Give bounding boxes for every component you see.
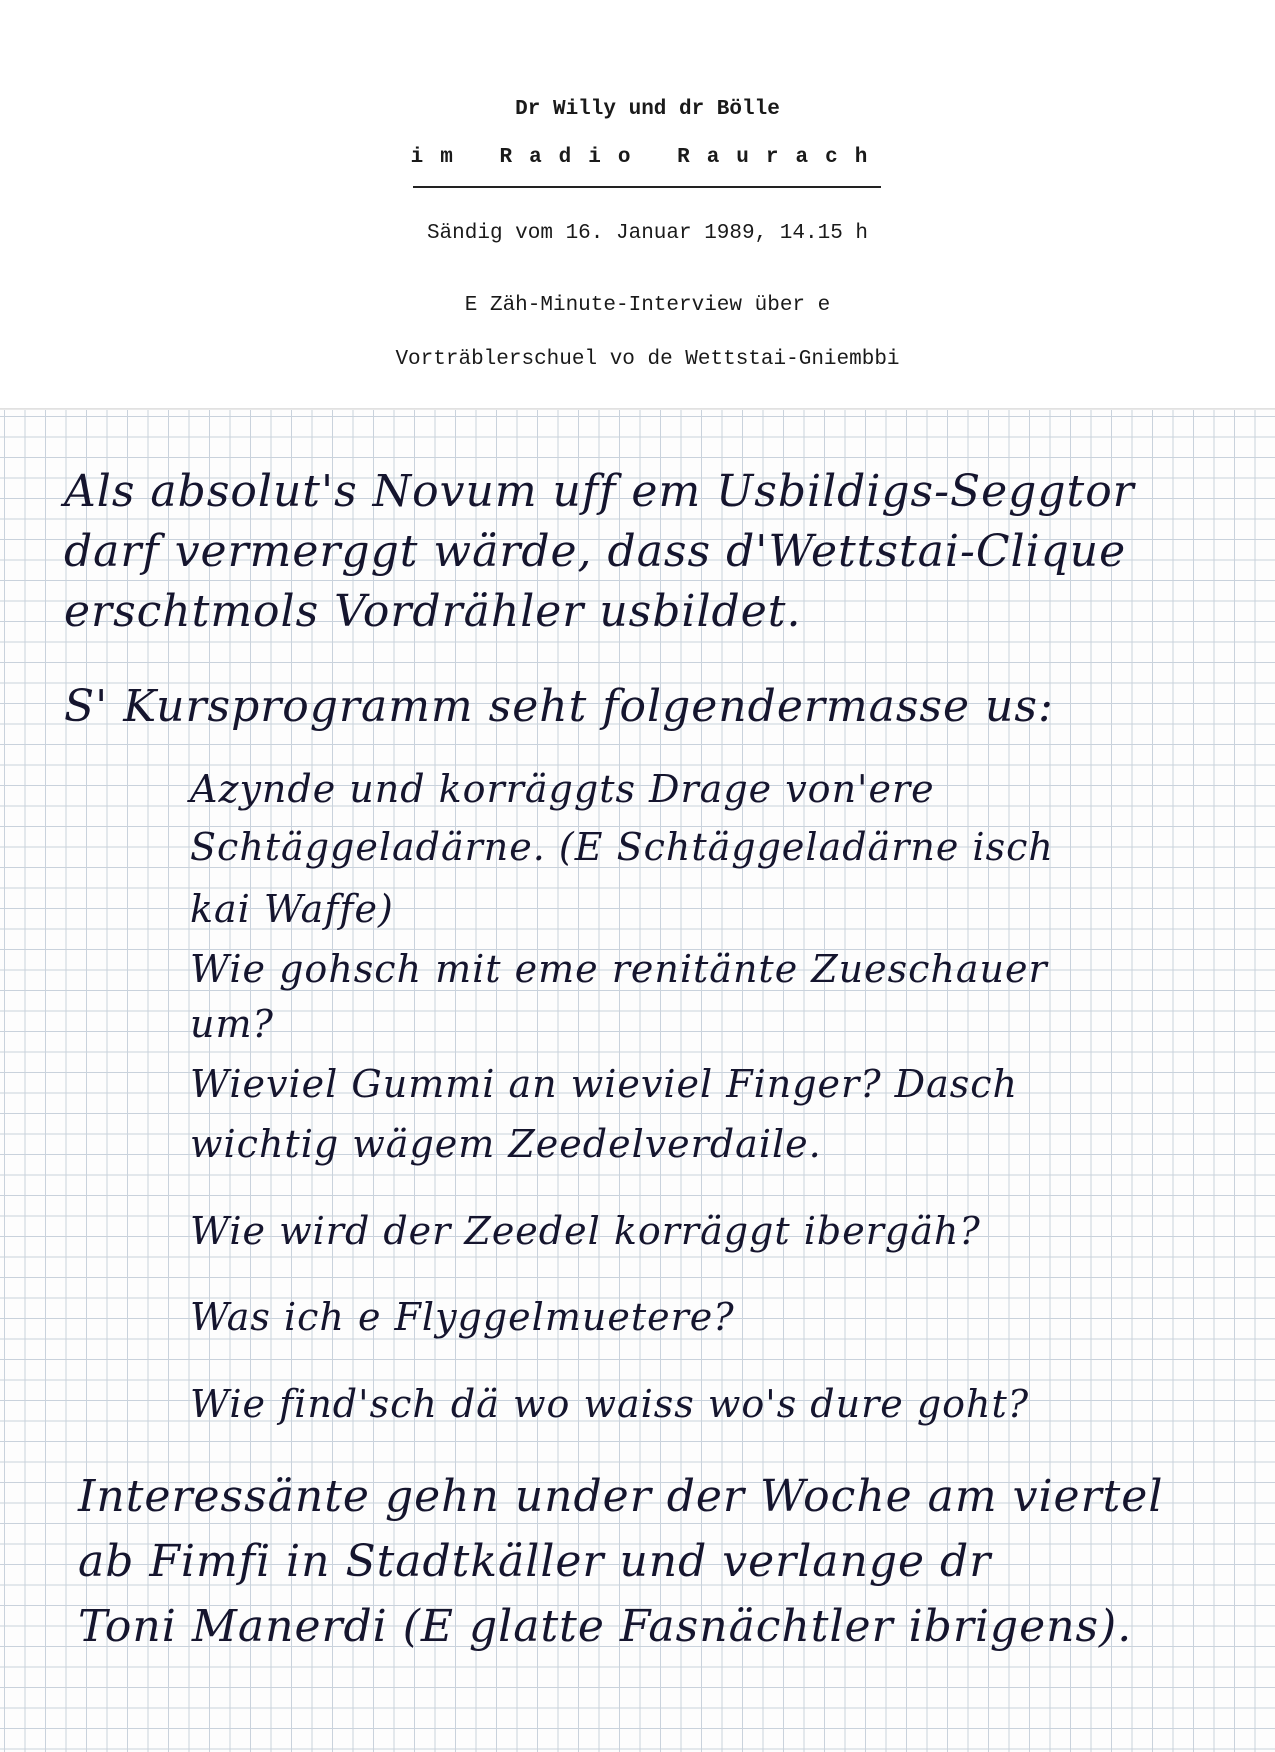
radio-station-line: im Radio Raurach — [410, 146, 885, 169]
intro-line-1: Als absolut's Novum uff em Usbildigs-Seggtor — [64, 466, 1135, 517]
subtitle-line-1: E Zäh-Minute-Interview über e — [464, 294, 831, 317]
program-item-line: Wie wird der Zeedel korräggt ibergäh? — [190, 1209, 981, 1253]
subtitle-line-2: Vorträblerschuel vo de Wettstai-Gniembbi — [395, 348, 900, 371]
program-item-line: Was ich e Flyggelmuetere? — [190, 1295, 735, 1339]
program-item-line: Azynde und korräggts Drage von'ere — [190, 767, 935, 811]
closing-line-1: Interessänte gehn under der Woche am viertel — [78, 1471, 1164, 1522]
program-item-line: kai Waffe) — [190, 887, 394, 931]
document-title: Dr Willy und dr Bölle — [515, 98, 780, 121]
program-item-line: Wie find'sch dä wo waiss wo's dure goht? — [190, 1382, 1030, 1426]
closing-line-3: Toni Manerdi (E glatte Fasnächtler ibrigens). — [78, 1601, 1133, 1652]
intro-line-2: darf vermerggt wärde, dass d'Wettstai-Clique — [64, 526, 1127, 577]
program-item-line: Wieviel Gummi an wieviel Finger? Dasch — [190, 1062, 1019, 1106]
closing-line-2: ab Fimfi in Stadtkäller und verlange dr — [78, 1536, 992, 1587]
title-underline — [413, 186, 881, 188]
program-item-line: wichtig wägem Zeedelverdaile. — [190, 1122, 822, 1166]
broadcast-date: Sändig vom 16. Januar 1989, 14.15 h — [426, 222, 869, 245]
program-item-line: Schtäggeladärne. (E Schtäggeladärne isch — [190, 825, 1054, 869]
program-item-line: Wie gohsch mit eme renitänte Zueschauer — [190, 947, 1048, 991]
program-item-line: um? — [190, 1002, 274, 1046]
intro-line-3: erschtmols Vordrähler usbildet. — [64, 586, 802, 637]
program-heading: S' Kursprogramm seht folgendermasse us: — [64, 681, 1054, 732]
typewritten-header — [0, 0, 1275, 410]
